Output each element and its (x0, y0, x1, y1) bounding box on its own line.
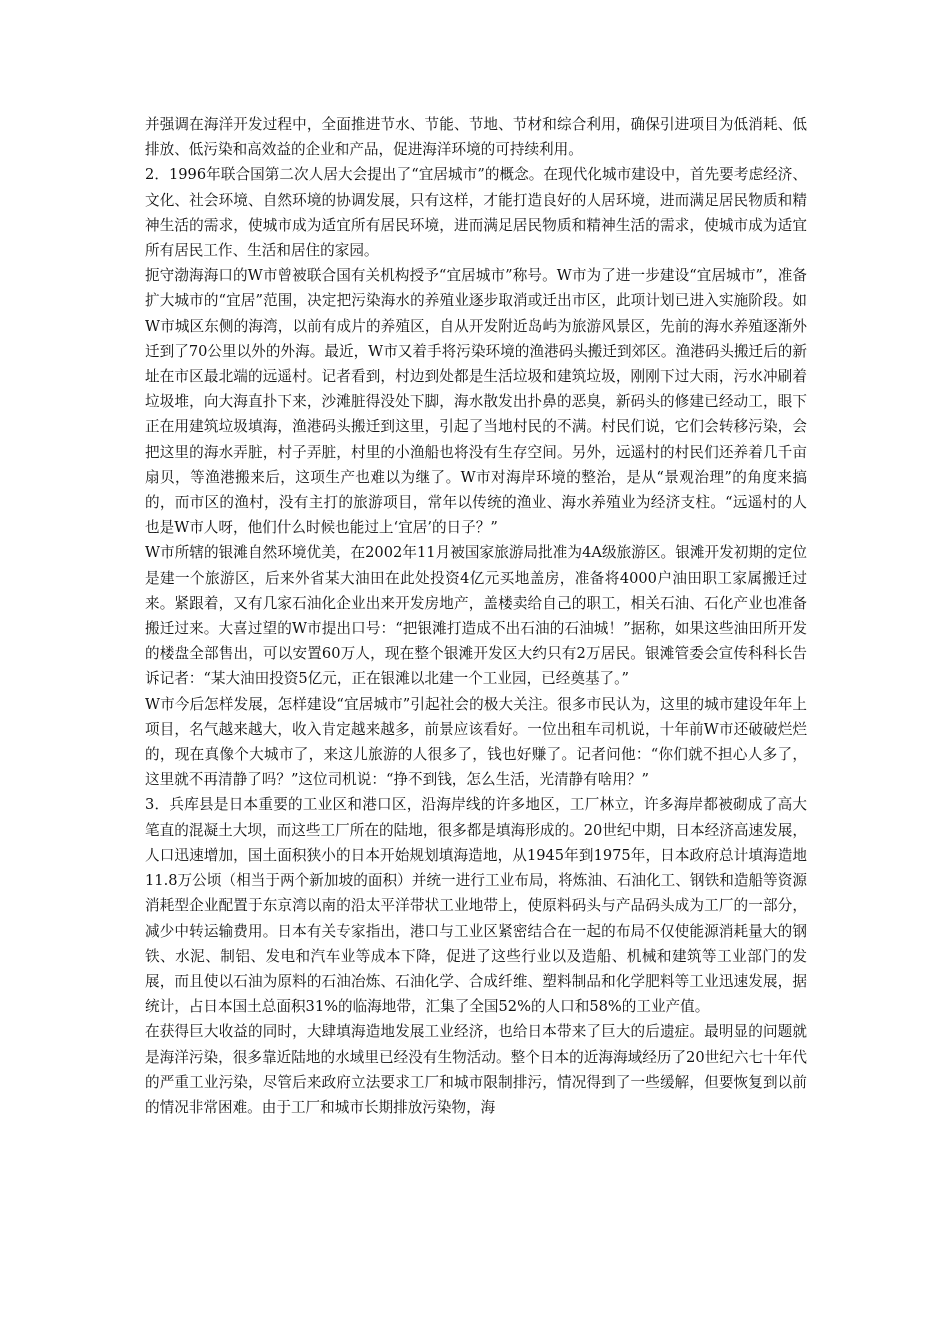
paragraph-silver-beach: W市所辖的银滩自然环境优美，在2002年11月被国家旅游局批准为4A级旅游区。银滩开发初期的定位是建一个旅游区，后来外省某大油田在此处投资4亿元买地盖房，准备将4000户油田职工家属搬迁过来。紧跟着，又有几家石油化企业出来开发房地产，盖楼卖给自己的职工，相关石油、石化产业也准备搬迁过来。大喜过望的W市提出口号：“把银滩打造成不出石油的石油城！”据称，如果这些油田所开发的楼盘全部售出，可以安置60万人，现在整个银滩开发区大约只有2万居民。银滩管委会宣传科科长告诉记者：“某大油田投资5亿元，正在银滩以北建一个工业园，已经奠基了。” (145, 544, 807, 688)
document-body (145, 112, 807, 1120)
paragraph-w-city-fishing-port: 扼守渤海海口的W市曾被联合国有关机构授予“宜居城市”称号。W市为了进一步建设“宜居城市”，准备扩大城市的“宜居”范围，决定把污染海水的养殖业逐步取消或迁出市区，此项计划已进入实施阶段。如W市城区东侧的海湾，以前有成片的养殖区，自从开发附近岛屿为旅游风景区，先前的海水养殖逐渐外迁到了70公里以外的外海。最近，W市又着手将污染环境的渔港码头搬迁到郊区。渔港码头搬迁后的新址在市区最北端的远遥村。记者看到，村边到处都是生活垃圾和建筑垃圾，刚刚下过大雨，污水冲刷着垃圾堆，向大海直扑下来，沙滩脏得没处下脚，海水散发出扑鼻的恶臭，新码头的修建已经动工，眼下正在用建筑垃圾填海，渔港码头搬迁到这里，引起了当地村民的不满。村民们说，它们会转移污染，会把这里的海水弄脏，村子弄脏，村里的小渔船也将没有生存空间。另外，远遥村的村民们还养着几千亩扇贝，等渔港搬来后，这项生产也难以为继了。W市对海岸环境的整治，是从“景观治理”的角度来搞的，而市区的渔村，没有主打的旅游项目，常年以传统的渔业、海水养殖业为经济支柱。“远遥村的人也是W市人呀，他们什么时候也能过上‘宜居’的日子？” (145, 267, 807, 537)
paragraph-2-livable-city: 2．1996年联合国第二次人居大会提出了“宜居城市”的概念。在现代化城市建设中，首先要考虑经济、文化、社会环境、自然环境的协调发展，只有这样，才能打造良好的人居环境，进而满足居民物质和精神生活的需求，使城市成为适宜所有居民环境，进而满足居民物质和精神生活的需求，使城市成为适宜所有居民工作、生活和居住的家园。 (145, 166, 807, 260)
paragraph-japan-pollution: 在获得巨大收益的同时，大肆填海造地发展工业经济，也给日本带来了巨大的后遗症。最明显的问题就是海洋污染，很多靠近陆地的水域里已经没有生物活动。整个日本的近海海域经历了20世纪六七十年代的严重工业污染，尽管后来政府立法要求工厂和城市限制排污，情况得到了一些缓解，但要恢复到以前的情况非常困难。由于工厂和城市长期排放污染物，海 (145, 1023, 807, 1116)
paragraph-continuation: 并强调在海洋开发过程中，全面推进节水、节能、节地、节材和综合利用，确保引进项目为低消耗、低排放、低污染和高效益的企业和产品，促进海洋环境的可持续利用。 (145, 116, 807, 159)
paragraph-3-hyogo: 3．兵库县是日本重要的工业区和港口区，沿海岸线的许多地区，工厂林立，许多海岸都被砌成了高大笔直的混凝土大坝，而这些工厂所在的陆地，很多都是填海形成的。20世纪中期，日本经济高速发展，人口迅速增加，国土面积狭小的日本开始规划填海造地，从1945年到1975年，日本政府总计填海造地11.8万公顷（相当于两个新加坡的面积）并统一进行工业布局，将炼油、石油化工、钢铁和造船等资源消耗型企业配置于东京湾以南的沿太平洋带状工业地带上，使原料码头与产品码头成为工厂的一部分，减少中转运输费用。日本有关专家指出，港口与工业区紧密结合在一起的布局不仅使能源消耗量大的钢铁、水泥、制铝、发电和汽车业等成本下降，促进了这些行业以及造船、机械和建筑等工业部门的发展，而且使以石油为原料的石油冶炼、石油化学、合成纤维、塑料制品和化学肥料等工业迅速发展，据统计，占日本国土总面积31%的临海地带，汇集了全国52%的人口和58%的工业产值。 (145, 796, 807, 1016)
paragraph-w-city-future: W市今后怎样发展，怎样建设“宜居城市”引起社会的极大关注。很多市民认为，这里的城市建设年年上项目，名气越来越大，收入肯定越来越多，前景应该看好。一位出租车司机说，十年前W市还破破烂烂的，现在真像个大城市了，来这儿旅游的人很多了，钱也好赚了。记者问他：“你们就不担心人多了，这里就不再清静了吗？”这位司机说：“挣不到钱，怎么生活，光清静有啥用？” (145, 695, 807, 789)
